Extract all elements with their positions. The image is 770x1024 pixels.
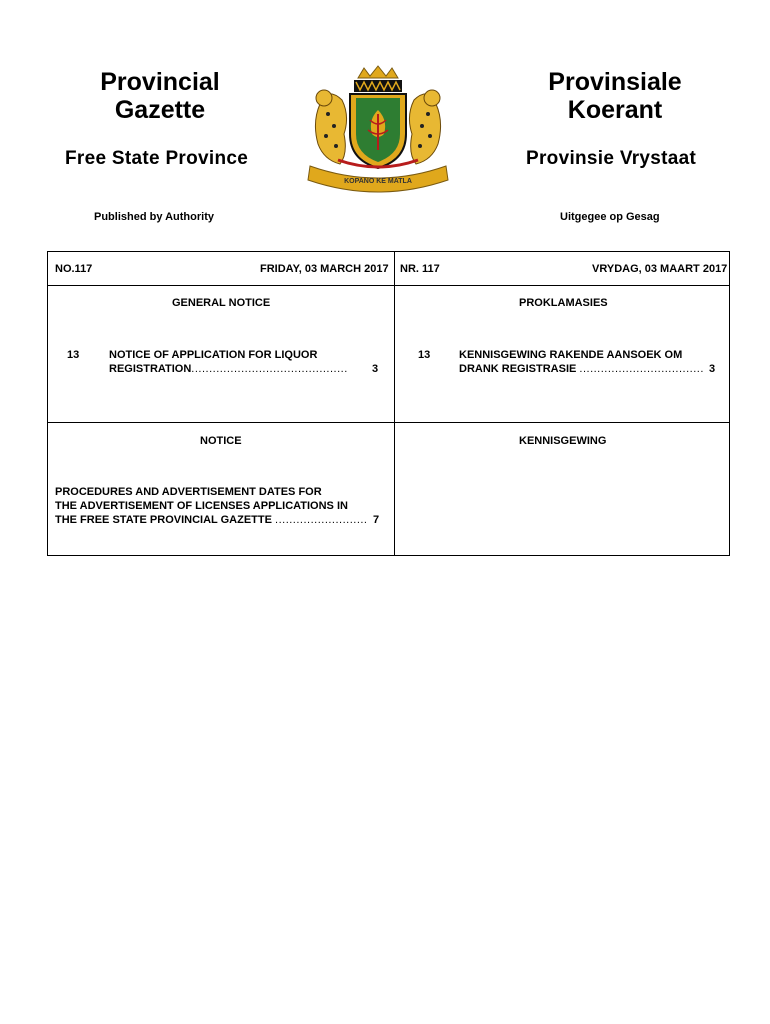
issue-number-afrikaans: NR. 117	[400, 263, 440, 275]
notice-heading: NOTICE	[200, 435, 242, 447]
title-english	[40, 68, 280, 124]
title-english-line1: Provincial	[100, 68, 220, 96]
notice-item-title-afrikaans-line1: KENNISGEWING RAKENDE AANSOEK OM	[459, 349, 683, 361]
coat-of-arms-icon	[298, 64, 458, 196]
notice-item-number-afrikaans: 13	[418, 349, 431, 361]
notice-item-title-english-line1: NOTICE OF APPLICATION FOR LIQUOR	[109, 349, 318, 361]
procedures-item-line2: THE ADVERTISEMENT OF LICENSES APPLICATIONS IN	[55, 500, 348, 512]
table-divider-vertical	[394, 251, 395, 556]
issue-number-english: NO.117	[55, 263, 93, 275]
general-notice-heading: GENERAL NOTICE	[172, 297, 271, 309]
title-english-line2: Gazette	[114, 96, 206, 124]
notice-item-title-afrikaans-line2: DRANK REGISTRASIE ...................................	[459, 363, 704, 375]
procedures-item-line1: PROCEDURES AND ADVERTISEMENT DATES FOR	[55, 486, 322, 498]
published-by-authority: Published by Authority	[94, 211, 214, 223]
table-divider-middle	[47, 422, 730, 423]
notice-item-number-english: 13	[67, 349, 80, 361]
proklamasies-heading: PROKLAMASIES	[519, 297, 608, 309]
notice-item-title-english-line2: REGISTRATION............................................	[109, 363, 348, 375]
procedures-item-page: 7	[373, 514, 380, 526]
uitgegee-op-gesag: Uitgegee op Gesag	[560, 211, 660, 223]
issue-date-english: FRIDAY, 03 MARCH 2017	[260, 263, 389, 275]
title-afrikaans	[495, 68, 735, 124]
issue-date-afrikaans: VRYDAG, 03 MAART 2017	[592, 263, 728, 275]
svg-text:KOPANO KE MATLA: KOPANO KE MATLA	[344, 178, 412, 185]
notice-item-page-english: 3	[372, 363, 379, 375]
notice-item-page-afrikaans: 3	[709, 363, 716, 375]
province-afrikaans: Provinsie Vrystaat	[526, 148, 697, 169]
title-afrikaans-line1: Provinsiale	[548, 68, 682, 96]
kennisgewing-heading: KENNISGEWING	[519, 435, 607, 447]
table-divider-header	[47, 285, 730, 286]
title-afrikaans-line2: Koerant	[567, 96, 663, 124]
procedures-item-line3: THE FREE STATE PROVINCIAL GAZETTE ..........................	[55, 514, 368, 526]
province-english: Free State Province	[65, 148, 249, 169]
